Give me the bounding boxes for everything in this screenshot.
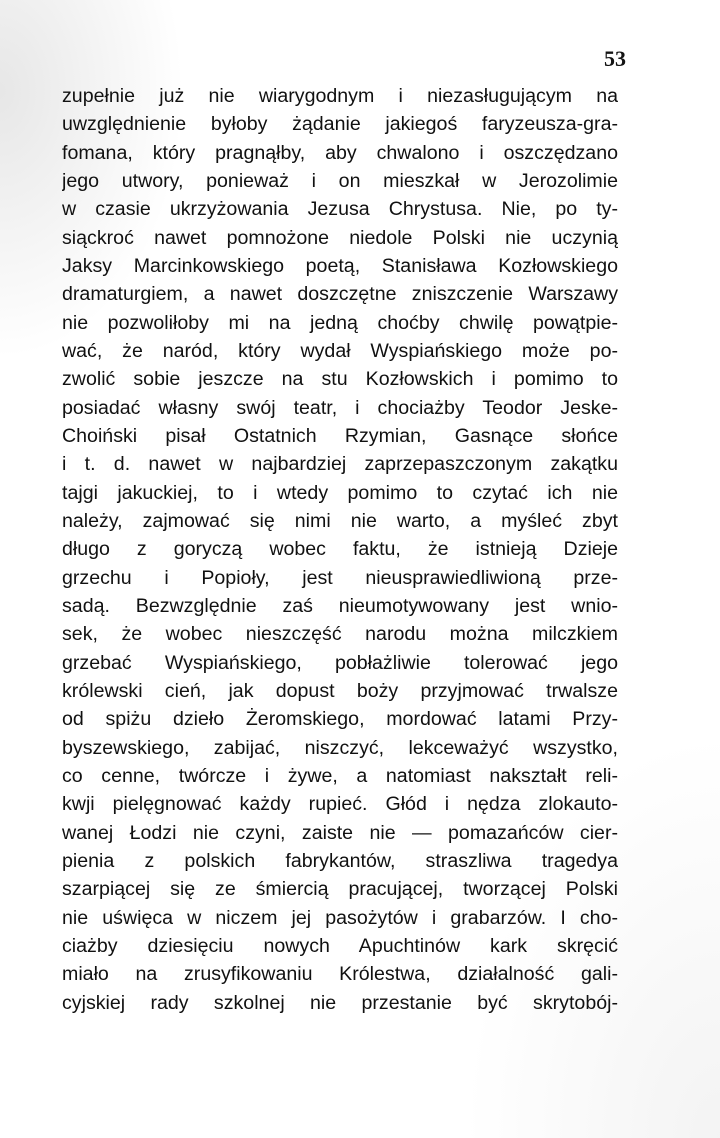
page-number: 53 [604, 46, 626, 71]
text-line: sek, że wobec nieszczęść narodu można milczkiem [62, 623, 618, 646]
text-line: sadą. Bezwzględnie zaś nieumotywowany jest wnio- [62, 594, 618, 617]
text-line: jego utwory, ponieważ i on mieszkał w Jerozolimie [62, 169, 618, 192]
text-line: szarpiącej się ze śmiercią pracującej, tworzącej Polski [62, 878, 618, 901]
text-line: miało na zrusyfikowaniu Królestwa, działalność gali- [62, 963, 618, 986]
text-line: ciażby dziesięciu nowych Apuchtinów kark skręcić [62, 934, 618, 957]
text-line: grzechu i Popioły, jest nieusprawiedliwioną prze- [62, 566, 618, 589]
body-text [62, 82, 618, 1017]
text-line: tajgi jakuckiej, to i wtedy pomimo to czytać ich nie [62, 481, 618, 504]
text-line: wanej Łodzi nie czyni, zaiste nie — pomazańców cier- [62, 821, 618, 844]
text-line: Jaksy Marcinkowskiego poetą, Stanisława Kozłowskiego [62, 254, 618, 277]
text-line: dramaturgiem, a nawet doszczętne zniszczenie Warszawy [62, 283, 618, 306]
text-line: zwolić sobie jeszcze na stu Kozłowskich i pomimo to [62, 368, 618, 391]
text-line: cyjskiej rady szkolnej nie przestanie być skrytobój- [62, 991, 618, 1014]
text-line: co cenne, twórcze i żywe, a natomiast nakształt reli- [62, 764, 618, 787]
text-line: posiadać własny swój teatr, i chociażby Teodor Jeske- [62, 396, 618, 419]
text-line: siąckroć nawet pomnożone niedole Polski nie uczynią [62, 226, 618, 249]
text-line: pienia z polskich fabrykantów, straszliwa tragedya [62, 849, 618, 872]
text-line: kwji pielęgnować każdy rupieć. Głód i nędza zlokauto- [62, 793, 618, 816]
text-line: w czasie ukrzyżowania Jezusa Chrystusa. Nie, po ty- [62, 198, 618, 221]
text-line: należy, zajmować się nimi nie warto, a myśleć zbyt [62, 509, 618, 532]
text-line: od spiżu dzieło Żeromskiego, mordować latami Przy- [62, 708, 618, 731]
text-line: fomana, który pragnąłby, aby chwalono i oszczędzano [62, 141, 618, 164]
text-line: nie pozwoliłoby mi na jedną choćby chwilę powątpie- [62, 311, 618, 334]
text-line: uwzględnienie byłoby żądanie jakiegoś faryzeusza-gra- [62, 113, 618, 136]
text-line: zupełnie już nie wiarygodnym i niezasługującym na [62, 85, 618, 107]
text-line: byszewskiego, zabijać, niszczyć, lekceważyć wszystko, [62, 736, 618, 759]
text-line: długo z goryczą wobec faktu, że istnieją Dzieje [62, 538, 618, 561]
text-line: wać, że naród, który wydał Wyspiańskiego może po- [62, 339, 618, 362]
text-line: królewski cień, jak dopust boży przyjmować trwalsze [62, 679, 618, 702]
text-line: i t. d. nawet w najbardziej zaprzepaszczonym zakątku [62, 453, 618, 476]
text-line: grzebać Wyspiańskiego, pobłażliwie tolerować jego [62, 651, 618, 674]
text-line: nie uświęca w niczem jej pasożytów i grabarzów. I cho- [62, 906, 618, 929]
text-line: Choiński pisał Ostatnich Rzymian, Gasnące słońce [62, 424, 618, 447]
